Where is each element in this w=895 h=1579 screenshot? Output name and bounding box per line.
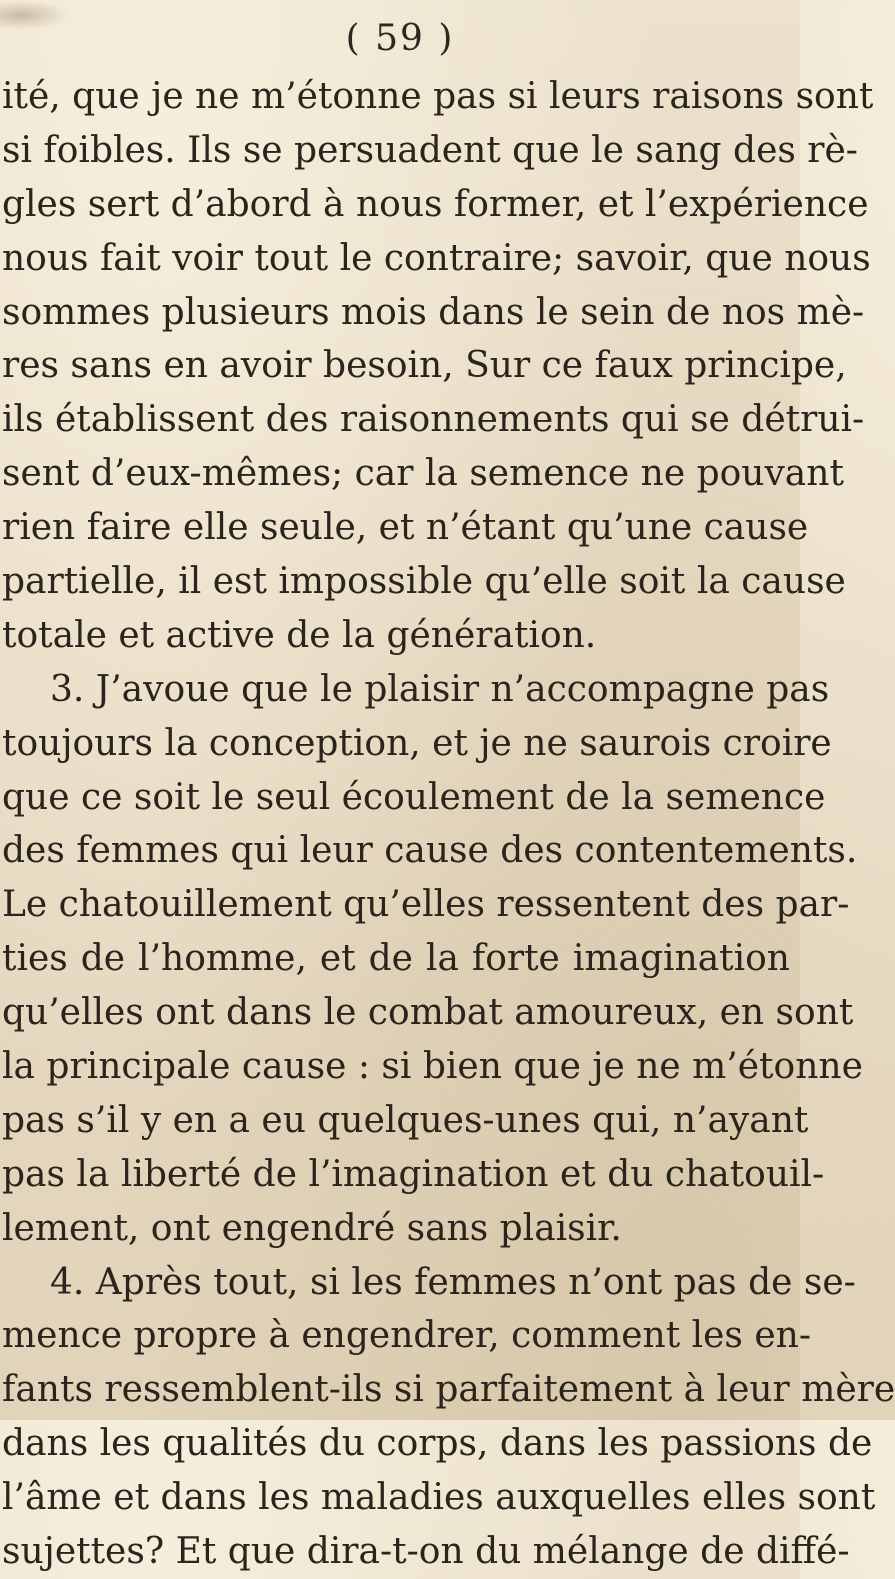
- text-line: que ce soit le seul écoulement de la semence: [2, 776, 826, 818]
- text-line: la principale cause : si bien que je ne m’étonne: [2, 1046, 863, 1088]
- text-line: totale et active de la génération.: [2, 614, 597, 656]
- text-line: partielle, il est impossible qu’elle soit la cause: [2, 561, 846, 603]
- text-line: des femmes qui leur cause des contentements.: [2, 830, 858, 872]
- paragraph-start-line: 3. J’avoue que le plaisir n’accompagne pas: [50, 668, 830, 710]
- text-line: qu’elles ont dans le combat amoureux, en sont: [2, 992, 854, 1034]
- text-line: sommes plusieurs mois dans le sein de nos mè-: [2, 291, 865, 333]
- text-line: lement, ont engendré sans plaisir.: [2, 1207, 622, 1249]
- text-line: pas la liberté de l’imagination et du chatouil-: [2, 1153, 825, 1195]
- text-line: ils établissent des raisonnements qui se détrui-: [2, 399, 865, 441]
- text-line: nous fait voir tout le contraire; savoir, que nous: [2, 237, 871, 279]
- text-line: sent d’eux-mêmes; car la semence ne pouvant: [2, 453, 844, 495]
- text-line: pas s’il y en a eu quelques-unes qui, n’ayant: [2, 1099, 809, 1141]
- text-line: Le chatouillement qu’elles ressentent des par-: [2, 884, 850, 926]
- text-line: si foibles. Ils se persuadent que le sang des rè-: [2, 129, 858, 171]
- page-number: ( 59 ): [345, 18, 455, 59]
- text-line: gles sert d’abord à nous former, et l’expérience: [2, 183, 869, 225]
- text-line: fants ressemblent-ils si parfaitement à leur mère: [2, 1369, 895, 1411]
- text-line: rien faire elle seule, et n’étant qu’une cause: [2, 507, 809, 549]
- text-line: l’âme et dans les maladies auxquelles elles sont: [2, 1477, 876, 1519]
- text-line: sujettes? Et que dira-t-on du mélange de diffé-: [2, 1531, 850, 1573]
- text-line: ité, que je ne m’étonne pas si leurs raisons sont: [2, 76, 874, 117]
- paragraph-start-line: 4. Après tout, si les femmes n’ont pas de se-: [50, 1261, 856, 1303]
- text-line: dans les qualités du corps, dans les passions de: [2, 1423, 873, 1465]
- text-line: toujours la conception, et je ne saurois croire: [2, 722, 832, 764]
- text-line: res sans en avoir besoin, Sur ce faux principe,: [2, 345, 847, 387]
- text-line: mence propre à engendrer, comment les en-: [2, 1315, 811, 1357]
- body-text: [0, 70, 895, 1579]
- text-line: ties de l’homme, et de la forte imagination: [2, 938, 790, 980]
